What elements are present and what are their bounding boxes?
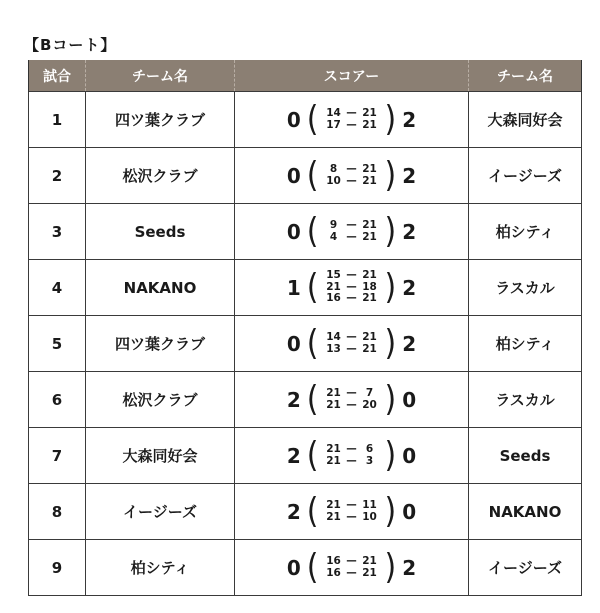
final-score-left: 0 [286, 555, 301, 580]
team-left: 四ツ葉クラブ [86, 92, 235, 148]
final-score-right: 0 [402, 499, 417, 524]
team-right: 柏シティ [469, 204, 582, 260]
score-cell [235, 484, 469, 540]
set-separator: — [346, 566, 357, 579]
set-separator: — [346, 398, 357, 411]
set-line [323, 400, 381, 412]
team-right: NAKANO [469, 484, 582, 540]
set-line [323, 164, 381, 176]
set-separator: — [346, 454, 357, 467]
paren-open: ( [306, 210, 319, 252]
team-left: NAKANO [86, 260, 235, 316]
final-score-right: 2 [402, 163, 417, 188]
set-score-left: 15 [326, 269, 341, 282]
set-line [323, 332, 381, 344]
table-row [29, 92, 582, 148]
set-score-left: 21 [326, 398, 341, 411]
set-score-right: 3 [365, 454, 374, 467]
set-score-left: 21 [326, 280, 341, 293]
final-score-left: 2 [286, 499, 301, 524]
set-score-left: 10 [326, 174, 341, 187]
header-team-right: チーム名 [469, 60, 582, 92]
set-separator: — [346, 219, 357, 231]
score [285, 378, 418, 420]
set-separator: — [346, 387, 357, 399]
score-cell [235, 316, 469, 372]
set-scores [323, 332, 381, 355]
set-score-left: 14 [326, 107, 341, 119]
final-score-right: 2 [402, 107, 417, 132]
team-right: イージーズ [469, 148, 582, 204]
paren-close: ) [384, 210, 397, 252]
game-number: 2 [29, 148, 86, 204]
set-score-right: 21 [362, 555, 377, 567]
team-right: ラスカル [469, 372, 582, 428]
score-cell [235, 260, 469, 316]
team-left: 松沢クラブ [86, 372, 235, 428]
team-left: イージーズ [86, 484, 235, 540]
final-score-left: 0 [286, 107, 301, 132]
set-score-right: 21 [362, 342, 377, 355]
team-left: 松沢クラブ [86, 148, 235, 204]
paren-open: ( [306, 322, 319, 364]
set-score-right: 21 [362, 107, 377, 119]
final-score-right: 2 [402, 555, 417, 580]
table-row [29, 540, 582, 596]
game-number: 7 [29, 428, 86, 484]
set-line [323, 176, 381, 188]
final-score-right: 2 [402, 331, 417, 356]
set-line [323, 220, 381, 232]
game-number: 8 [29, 484, 86, 540]
paren-open: ( [306, 266, 319, 308]
set-line [323, 568, 381, 580]
set-scores [323, 164, 381, 187]
set-separator: — [346, 443, 357, 455]
set-scores [323, 270, 381, 305]
set-line [323, 120, 381, 132]
paren-open: ( [306, 98, 319, 140]
set-score-left: 9 [329, 219, 338, 231]
set-scores [323, 220, 381, 243]
set-score-left: 21 [326, 387, 341, 399]
court-title: 【Bコート】 [24, 36, 117, 54]
set-score-right: 7 [365, 387, 374, 399]
results-body [29, 92, 582, 596]
set-scores [323, 108, 381, 131]
team-right: ラスカル [469, 260, 582, 316]
set-line [323, 456, 381, 468]
final-score-left: 0 [286, 163, 301, 188]
score [285, 210, 418, 252]
game-number: 3 [29, 204, 86, 260]
team-left: 柏シティ [86, 540, 235, 596]
set-score-left: 16 [326, 555, 341, 567]
paren-close: ) [384, 154, 397, 196]
score [285, 546, 418, 588]
set-score-right: 21 [362, 269, 377, 282]
set-separator: — [346, 280, 357, 293]
paren-close: ) [384, 434, 397, 476]
set-separator: — [346, 510, 357, 523]
set-score-left: 21 [326, 454, 341, 467]
set-score-right: 6 [365, 443, 374, 455]
set-score-left: 21 [326, 510, 341, 523]
set-score-left: 13 [326, 342, 341, 355]
team-left: Seeds [86, 204, 235, 260]
set-line [323, 388, 381, 400]
paren-open: ( [306, 490, 319, 532]
team-right: Seeds [469, 428, 582, 484]
set-score-right: 21 [362, 118, 377, 131]
results-table [28, 60, 582, 596]
set-line [323, 232, 381, 244]
paren-open: ( [306, 546, 319, 588]
set-separator: — [346, 555, 357, 567]
score [285, 154, 418, 196]
set-score-left: 21 [326, 443, 341, 455]
set-separator: — [346, 174, 357, 187]
final-score-right: 0 [402, 387, 417, 412]
game-number: 6 [29, 372, 86, 428]
paren-close: ) [384, 546, 397, 588]
set-separator: — [346, 292, 357, 305]
set-separator: — [346, 269, 357, 282]
set-separator: — [346, 163, 357, 175]
score-cell [235, 540, 469, 596]
score [285, 98, 418, 140]
set-score-left: 16 [326, 292, 341, 305]
paren-close: ) [384, 98, 397, 140]
set-score-right: 10 [362, 510, 377, 523]
set-line [323, 556, 381, 568]
set-separator: — [346, 118, 357, 131]
final-score-right: 2 [402, 275, 417, 300]
header-game: 試合 [29, 60, 86, 92]
set-score-right: 21 [362, 230, 377, 243]
table-row [29, 484, 582, 540]
set-line [323, 500, 381, 512]
team-right: 柏シティ [469, 316, 582, 372]
score [285, 322, 418, 364]
paren-open: ( [306, 378, 319, 420]
set-line [323, 293, 381, 305]
game-number: 9 [29, 540, 86, 596]
paren-close: ) [384, 322, 397, 364]
table-row [29, 372, 582, 428]
set-score-right: 21 [362, 331, 377, 343]
header-row [29, 60, 582, 92]
game-number: 4 [29, 260, 86, 316]
team-left: 四ツ葉クラブ [86, 316, 235, 372]
final-score-left: 0 [286, 331, 301, 356]
score-cell [235, 204, 469, 260]
paren-close: ) [384, 490, 397, 532]
set-line [323, 512, 381, 524]
table-row [29, 316, 582, 372]
final-score-left: 2 [286, 443, 301, 468]
team-left: 大森同好会 [86, 428, 235, 484]
game-number: 1 [29, 92, 86, 148]
score-cell [235, 92, 469, 148]
set-separator: — [346, 342, 357, 355]
paren-close: ) [384, 378, 397, 420]
set-score-right: 18 [362, 280, 377, 293]
table-row [29, 260, 582, 316]
set-line [323, 444, 381, 456]
final-score-right: 2 [402, 219, 417, 244]
set-separator: — [346, 230, 357, 243]
team-right: イージーズ [469, 540, 582, 596]
table-row [29, 204, 582, 260]
header-score: スコアー [235, 60, 469, 92]
header-team-left: チーム名 [86, 60, 235, 92]
paren-open: ( [306, 434, 319, 476]
score-cell [235, 428, 469, 484]
score [285, 266, 418, 308]
table-row [29, 148, 582, 204]
set-score-left: 14 [326, 331, 341, 343]
set-score-right: 11 [362, 499, 377, 511]
score-cell [235, 372, 469, 428]
final-score-left: 0 [286, 219, 301, 244]
set-score-left: 8 [329, 163, 338, 175]
set-scores [323, 388, 381, 411]
set-score-left: 21 [326, 499, 341, 511]
set-score-right: 21 [362, 566, 377, 579]
set-scores [323, 444, 381, 467]
set-separator: — [346, 331, 357, 343]
team-right: 大森同好会 [469, 92, 582, 148]
set-separator: — [346, 107, 357, 119]
set-score-right: 20 [362, 398, 377, 411]
paren-close: ) [384, 266, 397, 308]
paren-open: ( [306, 154, 319, 196]
set-score-right: 21 [362, 174, 377, 187]
set-score-right: 21 [362, 292, 377, 305]
set-score-left: 17 [326, 118, 341, 131]
game-number: 5 [29, 316, 86, 372]
set-line [323, 108, 381, 120]
set-score-left: 16 [326, 566, 341, 579]
set-score-left: 4 [329, 230, 338, 243]
final-score-left: 1 [286, 275, 301, 300]
set-line [323, 344, 381, 356]
set-separator: — [346, 499, 357, 511]
set-scores [323, 556, 381, 579]
score-cell [235, 148, 469, 204]
set-score-right: 21 [362, 163, 377, 175]
table-row [29, 428, 582, 484]
score [285, 490, 418, 532]
score [285, 434, 418, 476]
set-scores [323, 500, 381, 523]
final-score-left: 2 [286, 387, 301, 412]
set-score-right: 21 [362, 219, 377, 231]
final-score-right: 0 [402, 443, 417, 468]
